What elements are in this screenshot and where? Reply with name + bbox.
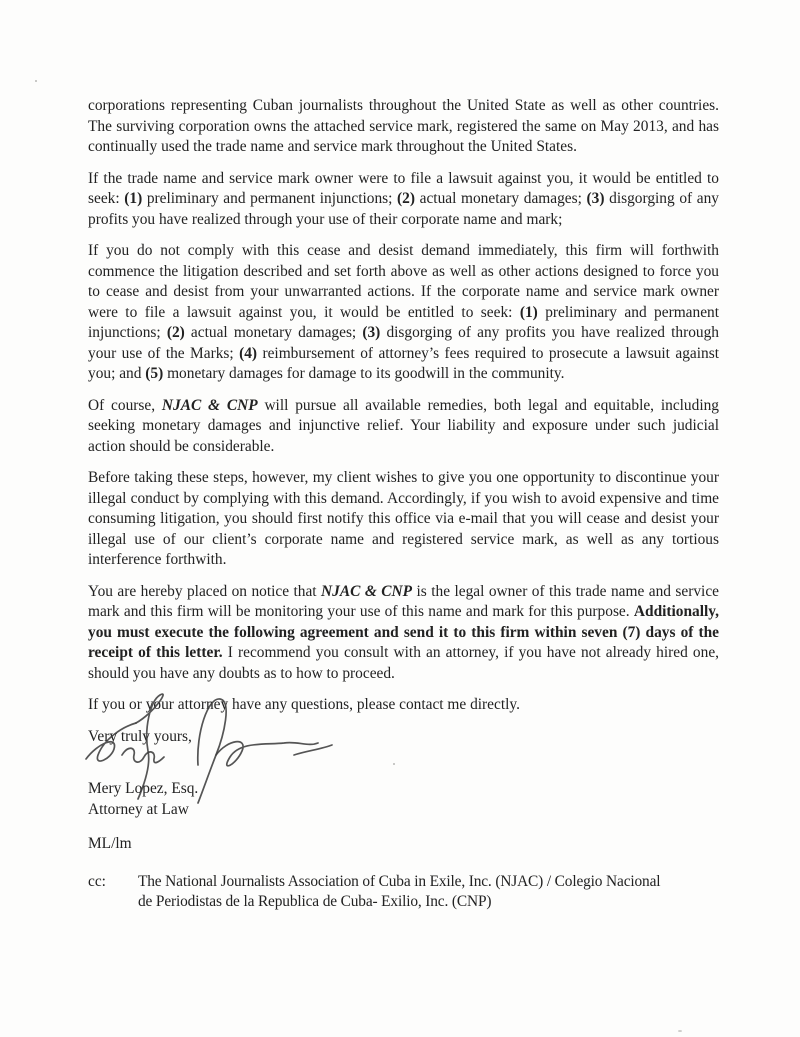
letter-body [88,96,719,913]
text-segment: preliminary and permanent injunctions; [142,190,398,207]
text-segment: actual monetary damages; [415,190,587,207]
letter-paragraph [88,468,719,571]
cc-block [88,872,719,913]
letter-paragraph [88,582,719,685]
letter-paragraph [88,169,719,231]
text-segment: (2) [397,190,415,207]
text-segment: NJAC & CNP [161,396,258,414]
letter-paragraph [88,695,719,716]
text-segment: I recommend you consult with an attorney, if you have not already hired one, should you have any doubts as to how to proceed. [88,644,719,682]
text-segment: (2) [166,324,185,341]
text-segment: Before taking these steps, however, my client wishes to give you one opportunity to discontinue your illegal conduct by complying with this demand. Accordingly, if you wish to avoid expensive and time consuming litigation, you should first notify this office via e-mail that you will cease and desist your illegal use of our client’s corporate name and registered service mark, as well as any tortious interference forthwith. [88,469,719,568]
letter-paragraphs [88,96,719,716]
scan-speck [35,80,37,82]
text-segment: If the trade name and service mark owner were to file a lawsuit against you, it would be entitled to seek: [88,169,719,207]
text-segment: actual monetary damages; [184,324,363,341]
text-segment: Of course, [88,396,162,414]
letter-paragraph [88,396,719,458]
reference-initials: ML/lm [88,835,132,852]
text-segment: If you do not comply with this cease and desist demand immediately, this firm will forthwith commence the litigation described and set forth above as well as other actions designed to force you to cease and desist from your unwarranted actions. If the corporate name and service mark owner were to file a lawsuit against you, it would be entitled to seek: [88,242,719,321]
signatory-title: Attorney at Law [88,800,189,818]
text-segment: You are hereby placed on notice that [88,582,322,600]
text-segment: preliminary and permanent injunctions; [88,303,719,341]
text-segment: If you or your attorney have any questions, please contact me directly. [88,696,520,713]
valediction: Very truly yours, [88,727,192,745]
text-segment: reimbursement of attorney’s fees required to prosecute a lawsuit against you; and [88,344,719,382]
cc-recipients [138,872,660,913]
text-segment: (1) [124,190,143,207]
text-segment: (3) [586,190,605,207]
scan-speck [678,1030,682,1032]
text-segment: is the legal owner of this trade name and service mark and this firm will be monitoring your use of this name and mark for this purpose. [88,582,719,620]
text-segment: will pursue all available remedies, both legal and equitable, including seeking monetary damages and injunctive relief. Your liability and exposure under such judicial action should be considerable. [88,396,719,455]
text-segment: disgorging of any profits you have realized through your use of the Marks; [88,324,719,362]
text-segment: (1) [519,303,538,321]
text-segment: monetary damages for damage to its goodwill in the community. [163,365,565,382]
letter-paragraph [88,241,719,385]
text-segment: (4) [239,344,258,362]
cc-recipient-line: de Periodistas de la Republica de Cuba- Exilio, Inc. (CNP) [138,893,492,910]
text-segment: disgorging of any profits you have realized through your use of their corporate name and mark; [88,190,719,228]
text-segment: (5) [145,365,164,382]
text-segment: Additionally, you must execute the following agreement and send it to this firm within seven (7) days of the receipt of this letter. [88,603,719,661]
letter-paragraph [88,96,719,158]
scan-speck [393,763,395,765]
closing-block [88,727,719,913]
text-segment: (3) [362,324,381,341]
signatory-name: Mery Lopez, Esq. [88,780,199,797]
text-segment: corporations representing Cuban journalists throughout the United State as well as other countries. The surviving corporation owns the attached service mark, registered the same on May 2013, and has continually used the trade name and service mark throughout the United States. [88,97,719,155]
cc-recipient-line: The National Journalists Association of Cuba in Exile, Inc. (NJAC) / Colegio Nacional [138,872,661,890]
text-segment: NJAC & CNP [321,582,413,600]
cc-label: cc: [88,872,106,890]
